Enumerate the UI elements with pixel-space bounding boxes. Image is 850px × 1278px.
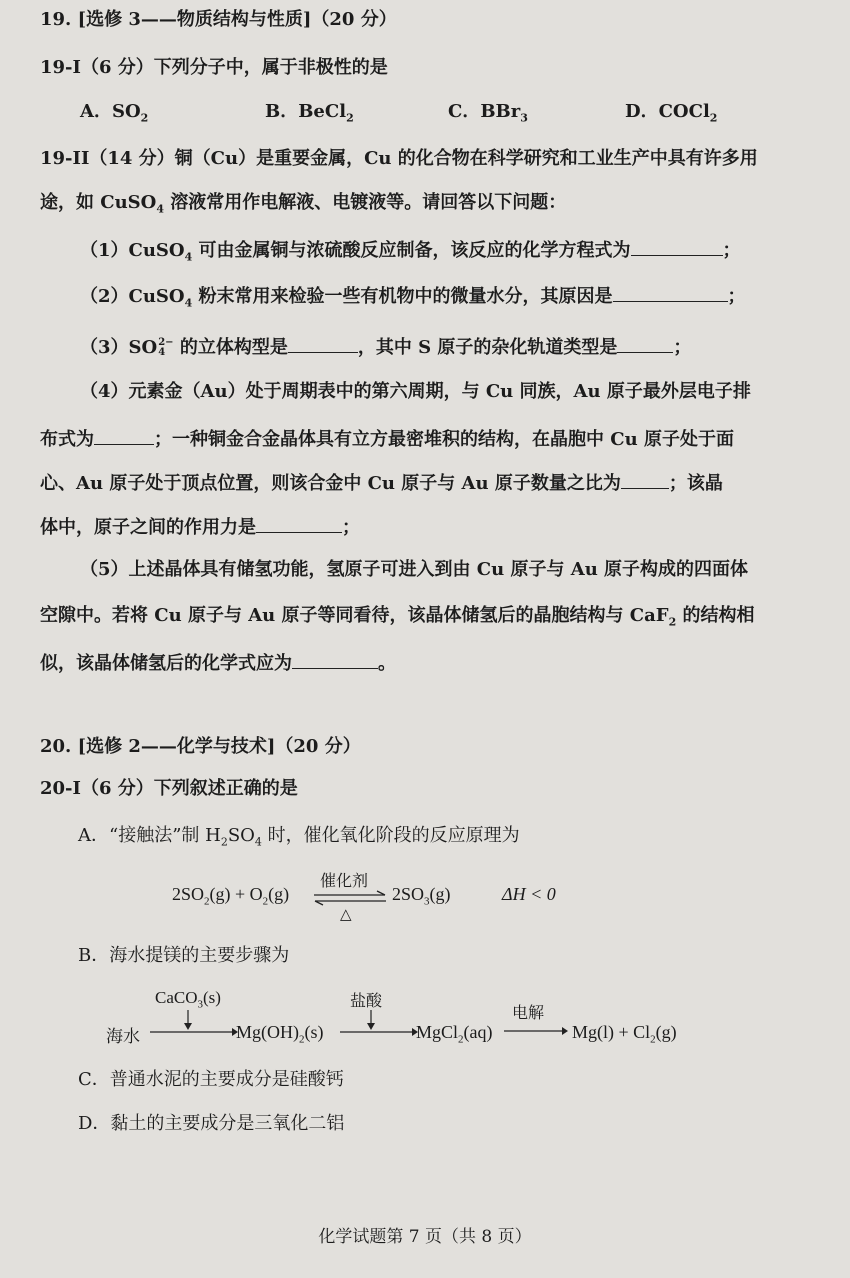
magnesium-hydroxide: $Mg(OH)_2(s)$ bbox=[236, 1022, 324, 1046]
equation-right-side: $2SO_3(g)$ bbox=[392, 884, 451, 908]
q20-option-b: B．海水提镁的主要步骤为 bbox=[78, 945, 290, 966]
answer-blank[interactable] bbox=[631, 237, 723, 256]
q19-option-c: C．BBr$_3$ bbox=[448, 101, 528, 125]
q19-sub1: （1）CuSO$_4$ 可由金属铜与浓硫酸反应制备，该反应的化学方程式为 ； bbox=[80, 237, 741, 263]
step-arrow-icon bbox=[502, 1026, 568, 1036]
answer-blank[interactable] bbox=[617, 334, 673, 353]
q19-part1-stem: 19-I（6 分）下列分子中，属于非极性的是 bbox=[40, 57, 388, 78]
q20-stem: 20-I（6 分）下列叙述正确的是 bbox=[40, 778, 298, 799]
q20-option-d: D．黏土的主要成分是三氧化二铝 bbox=[78, 1113, 345, 1134]
q19-sub4-line1: （4）元素金（Au）处于周期表中的第六周期，与 Cu 同族，Au 原子最外层电子排 bbox=[80, 381, 751, 402]
q19-sub5-line1: （5）上述晶体具有储氢功能，氢原子可进入到由 Cu 原子与 Au 原子构成的四面体 bbox=[80, 559, 749, 580]
answer-blank[interactable] bbox=[94, 426, 154, 445]
answer-blank[interactable] bbox=[288, 334, 358, 353]
answer-blank[interactable] bbox=[613, 283, 728, 302]
answer-blank[interactable] bbox=[621, 470, 669, 489]
q19-sub5-line3: 似，该晶体储氢后的化学式应为 。 bbox=[40, 650, 396, 676]
q19-header: 19. [选修 3——物质结构与性质]（20 分） bbox=[40, 9, 397, 30]
q19-sub5-line2: 空隙中。若将 Cu 原子与 Au 原子等同看待，该晶体储氢后的晶胞结构与 CaF$_2$ 的结构相 bbox=[40, 605, 755, 629]
step-arrow-icon bbox=[338, 1008, 418, 1038]
q19-sub4-line3: 心、Au 原子处于顶点位置，则该合金中 Cu 原子与 Au 原子数量之比为 ；该晶 bbox=[40, 470, 723, 496]
reversible-arrow-icon bbox=[312, 890, 388, 906]
catalyst-label: 催化剂 bbox=[320, 873, 369, 890]
q19-sub2: （2）CuSO$_4$ 粉末常用来检验一些有机物中的微量水分，其原因是 ； bbox=[80, 283, 746, 309]
seawater-label: 海水 bbox=[106, 1027, 140, 1047]
q19-sub4-line2: 布式为 ；一种铜金合金晶体具有立方最密堆积的结构，在晶胞中 Cu 原子处于面 bbox=[40, 426, 734, 452]
q19-part2-intro-line2: 途，如 CuSO$_4$ 溶液常用作电解液、电镀液等。请回答以下问题： bbox=[40, 192, 567, 216]
q19-option-a: A．$SO_2$ bbox=[80, 101, 149, 125]
answer-blank[interactable] bbox=[256, 514, 342, 533]
reagent-caco3: CaCO$_3$(s) bbox=[155, 988, 221, 1011]
q20-option-c: C．普通水泥的主要成分是硅酸钙 bbox=[78, 1069, 344, 1090]
q19-sub4-line4: 体中，原子之间的作用力是 ； bbox=[40, 514, 360, 540]
q19-part2-intro-line1: 19-II（14 分）铜（Cu）是重要金属，Cu 的化合物在科学研究和工业生产中具有许多用 bbox=[40, 148, 758, 169]
answer-blank[interactable] bbox=[292, 650, 378, 669]
reagent-hydrochloric-acid: 盐酸 bbox=[350, 993, 383, 1010]
q19-option-d: D．COCl$_2$ bbox=[625, 101, 718, 125]
page-footer: 化学试题第 7 页（共 8 页） bbox=[318, 1227, 532, 1247]
electrolysis-label: 电解 bbox=[512, 1005, 545, 1022]
step-arrow-icon bbox=[148, 1008, 238, 1038]
q20-option-a: A．“接触法”制 $H_2SO_4$ 时，催化氧化阶段的反应原理为 bbox=[78, 825, 520, 849]
enthalpy-change: ΔH < 0 bbox=[502, 884, 556, 904]
heat-symbol: △ bbox=[340, 907, 352, 923]
equation-left-side: $2SO_2(g) + O_2(g)$ bbox=[172, 884, 290, 908]
q20-header: 20. [选修 2——化学与技术]（20 分） bbox=[40, 736, 361, 757]
electrolysis-products: $Mg(l) + Cl_2(g)$ bbox=[572, 1022, 677, 1046]
q19-sub3: （3）SO 2− 4 的立体构型是 ，其中 S 原子的杂化轨道类型是 ； bbox=[80, 334, 691, 360]
q19-option-b: B．BeCl$_2$ bbox=[265, 101, 354, 125]
magnesium-chloride: MgCl$_2$(aq) bbox=[416, 1022, 493, 1046]
